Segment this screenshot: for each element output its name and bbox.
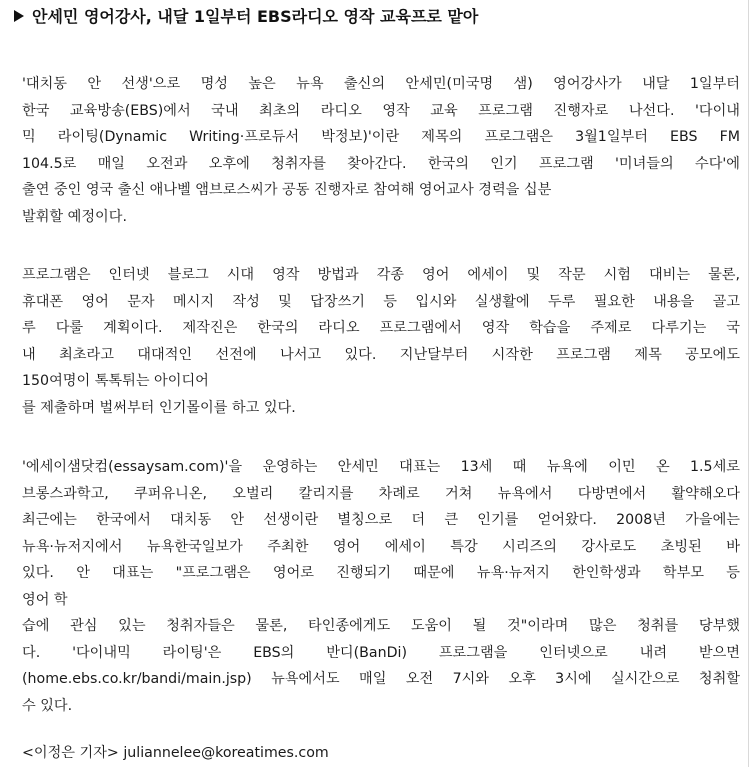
paragraph-line: 프로그램은 인터넷 블로그 시대 영작 방법과 각종 영어 에세이 및 작문 시험 대비는 물론, (22, 267, 740, 283)
paragraph-line: 브롱스과학고, 쿠퍼유니온, 오벌리 칼리지를 차례로 거쳐 뉴욕에서 다방면에서 활약해오다 (22, 485, 740, 502)
paragraph-line: 있다. 안 대표는 "프로그램은 영어로 진행되기 때문에 뉴욕·뉴저지 한인학생과 학부모 등 (22, 565, 740, 581)
paragraph-line: 한국 교육방송(EBS)에서 국내 최초의 라디오 영작 교육 프로그램 진행자로 나선다. '다이내 (22, 102, 740, 119)
paragraph-line: 최근에는 한국에서 대치동 안 선생이란 별칭으로 더 큰 인기를 얻어왔다. 2008년 가을에는 (22, 512, 740, 528)
paragraph-line: 믹 라이팅(Dynamic Writing·프로듀서 박정보)'이란 제목의 프로그램은 3월1일부터 EBS FM (22, 129, 740, 145)
paragraph-1 (22, 71, 740, 230)
paragraph-line: 발휘할 예정이다. (22, 208, 127, 225)
paragraph-line: 습에 관심 있는 청취자들은 물론, 타인종에게도 도움이 될 것"이라며 많은 청취를 당부했 (22, 618, 740, 634)
paragraph-line: '대치동 안 선생'으로 명성 높은 뉴욕 출신의 안세민(미국명 샘) 영어강사가 내달 1일부터 (22, 76, 740, 92)
headline-text: 안세민 영어강사, 내달 1일부터 EBS라디오 영작 교육프로 맡아 (32, 6, 479, 26)
paragraph-line: 영어 학 (22, 591, 68, 608)
article-headline (14, 2, 478, 28)
paragraph-line: (home.ebs.co.kr/bandi/main.jsp) 뉴욕에서도 매일 오전 7시와 오후 3시에 실시간으로 청취할 (22, 671, 740, 687)
paragraph-3 (22, 454, 740, 719)
paragraph-line: 다. '다이내믹 라이팅'은 EBS의 반디(BanDi) 프로그램을 인터넷으로 내려 받으면 (22, 644, 740, 661)
paragraph-line: 수 있다. (22, 697, 73, 714)
article-byline: <이정은 기자> juliannelee@koreatimes.com (22, 745, 329, 761)
paragraph-2 (22, 262, 740, 421)
paragraph-line: 루 다룰 계획이다. 제작진은 한국의 라디오 프로그램에서 영작 학습을 주제로 다루기는 국 (22, 320, 740, 336)
paragraph-line: 150여명이 톡톡튀는 아이디어 (22, 373, 209, 389)
paragraph-line: 뉴욕·뉴저지에서 뉴욕한국일보가 주최한 영어 에세이 특강 시리즈의 강사로도 초빙된 바 (22, 538, 740, 555)
paragraph-line: 휴대폰 영어 문자 메시지 작성 및 답장쓰기 등 입시와 실생활에 두루 필요한 내용을 골고 (22, 293, 740, 310)
triangle-bullet-icon (14, 10, 24, 22)
paragraph-line: '에세이샘닷컴(essaysam.com)'을 운영하는 안세민 대표는 13세 때 뉴욕에 이민 온 1.5세로 (22, 459, 740, 475)
paragraph-line: 출연 중인 영국 출신 애나벨 앰브로스씨가 공동 진행자로 참여해 영어교사 경력을 십분 (22, 182, 552, 198)
right-divider (748, 0, 749, 767)
paragraph-line: 내 최초라고 대대적인 선전에 나서고 있다. 지난달부터 시작한 프로그램 제목 공모에도 (22, 346, 740, 363)
paragraph-line: 104.5로 매일 오전과 오후에 청취자를 찾아간다. 한국의 인기 프로그램 '미녀들의 수다'에 (22, 155, 740, 172)
paragraph-line: 를 제출하며 벌써부터 인기몰이를 하고 있다. (22, 399, 296, 416)
